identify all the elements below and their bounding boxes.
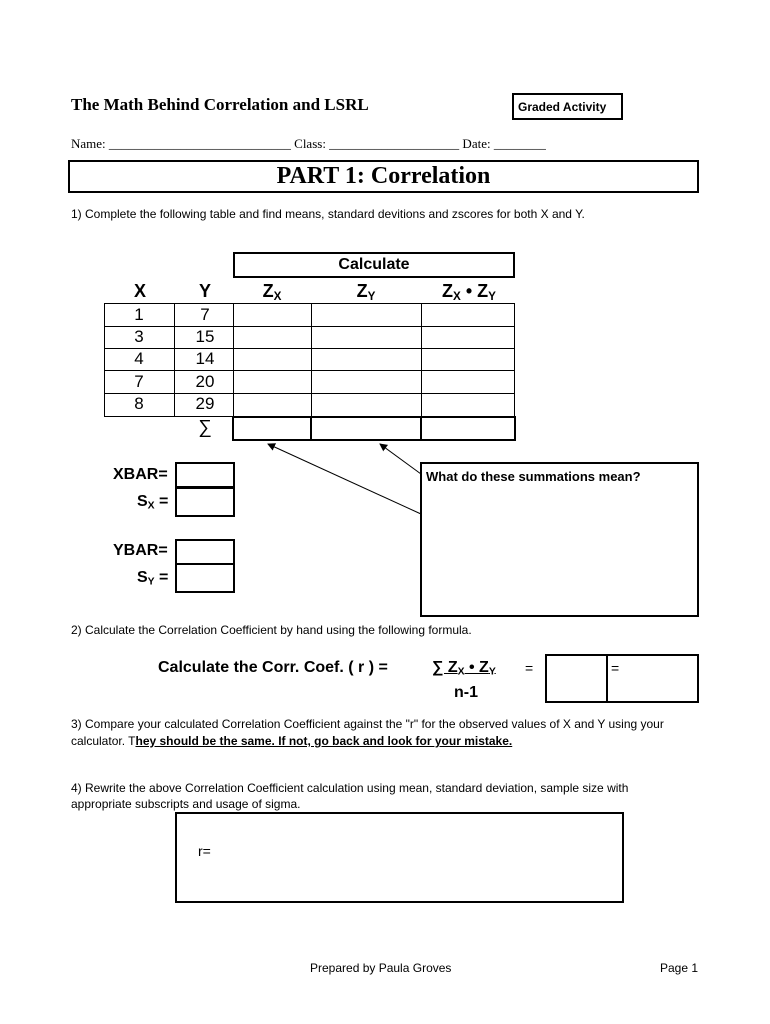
y-value: 20 bbox=[195, 372, 215, 391]
sigma-symbol: ∑ bbox=[198, 417, 212, 438]
equals-sign-2: = bbox=[611, 660, 620, 676]
xbar-input-box[interactable] bbox=[175, 462, 235, 488]
col-header-y: Y bbox=[198, 281, 211, 301]
x-value: 1 bbox=[134, 305, 144, 324]
equals-sign-1: = bbox=[525, 660, 534, 676]
formula-denominator: n-1 bbox=[454, 684, 478, 701]
q1-instruction: 1) Complete the following table and find means, standard devitions and zscores for both X and Y. bbox=[71, 207, 585, 221]
xbar-label: XBAR= bbox=[113, 466, 168, 483]
part1-title: PART 1: Correlation bbox=[276, 163, 491, 189]
sx-input-box[interactable] bbox=[175, 487, 235, 517]
y-value: 14 bbox=[195, 349, 215, 368]
q4-instruction: 4) Rewrite the above Correlation Coefficient calculation using mean, standard deviation, sample size with appropriate subscripts and usage of sigma. bbox=[71, 781, 629, 811]
x-value: 7 bbox=[134, 372, 144, 391]
x-value: 8 bbox=[134, 394, 144, 413]
q3-instruction: 3) Compare your calculated Correlation Coefficient against the "r" for the observed values of X and Y using your calculator. They should be the same. If not, go back and look for your mistake. bbox=[71, 717, 664, 748]
y-value: 7 bbox=[200, 305, 210, 324]
col-header-zx-zy: $Z_X$ • $Z_Y$ bbox=[442, 281, 496, 303]
calculate-label: Calculate bbox=[338, 256, 410, 273]
formula-numerator: ∑ $Z_X$ • $Z_Y$ bbox=[432, 659, 496, 678]
y-value: 15 bbox=[195, 327, 215, 346]
summation-answer-box[interactable] bbox=[420, 462, 699, 617]
x-value: 4 bbox=[134, 349, 144, 368]
y-value: 29 bbox=[195, 394, 215, 413]
corr-coef-label: Calculate the Corr. Coef. ( r ) = bbox=[158, 659, 388, 676]
q2-instruction: 2) Calculate the Correlation Coefficient by hand using the following formula. bbox=[71, 623, 472, 637]
ybar-label: YBAR= bbox=[113, 542, 168, 559]
r-formula-answer-box[interactable] bbox=[175, 812, 624, 903]
graded-activity-label: Graded Activity bbox=[518, 100, 607, 114]
page-number: Page 1 bbox=[660, 961, 699, 975]
name-class-date-line: Name: ____________________________ Class: ____________________ Date: ________ bbox=[71, 136, 546, 151]
col-header-zx: $Z_X$ bbox=[262, 281, 282, 303]
summation-question: What do these summations mean? bbox=[426, 469, 641, 484]
document-title: The Math Behind Correlation and LSRL bbox=[71, 95, 369, 114]
prepared-by: Prepared by Paula Groves bbox=[310, 961, 452, 975]
sy-label: $S_Y$ = bbox=[137, 569, 169, 588]
r-label: r= bbox=[198, 843, 211, 859]
col-header-zy: $Z_Y$ bbox=[356, 281, 376, 303]
corr-calc-box-1[interactable] bbox=[545, 654, 608, 703]
corr-calc-box-2[interactable] bbox=[606, 654, 699, 703]
col-header-x: X bbox=[133, 281, 146, 301]
sx-label: $S_X$ = bbox=[137, 493, 169, 512]
sy-input-box[interactable] bbox=[175, 563, 235, 593]
ybar-input-box[interactable] bbox=[175, 539, 235, 565]
x-value: 3 bbox=[134, 327, 144, 346]
